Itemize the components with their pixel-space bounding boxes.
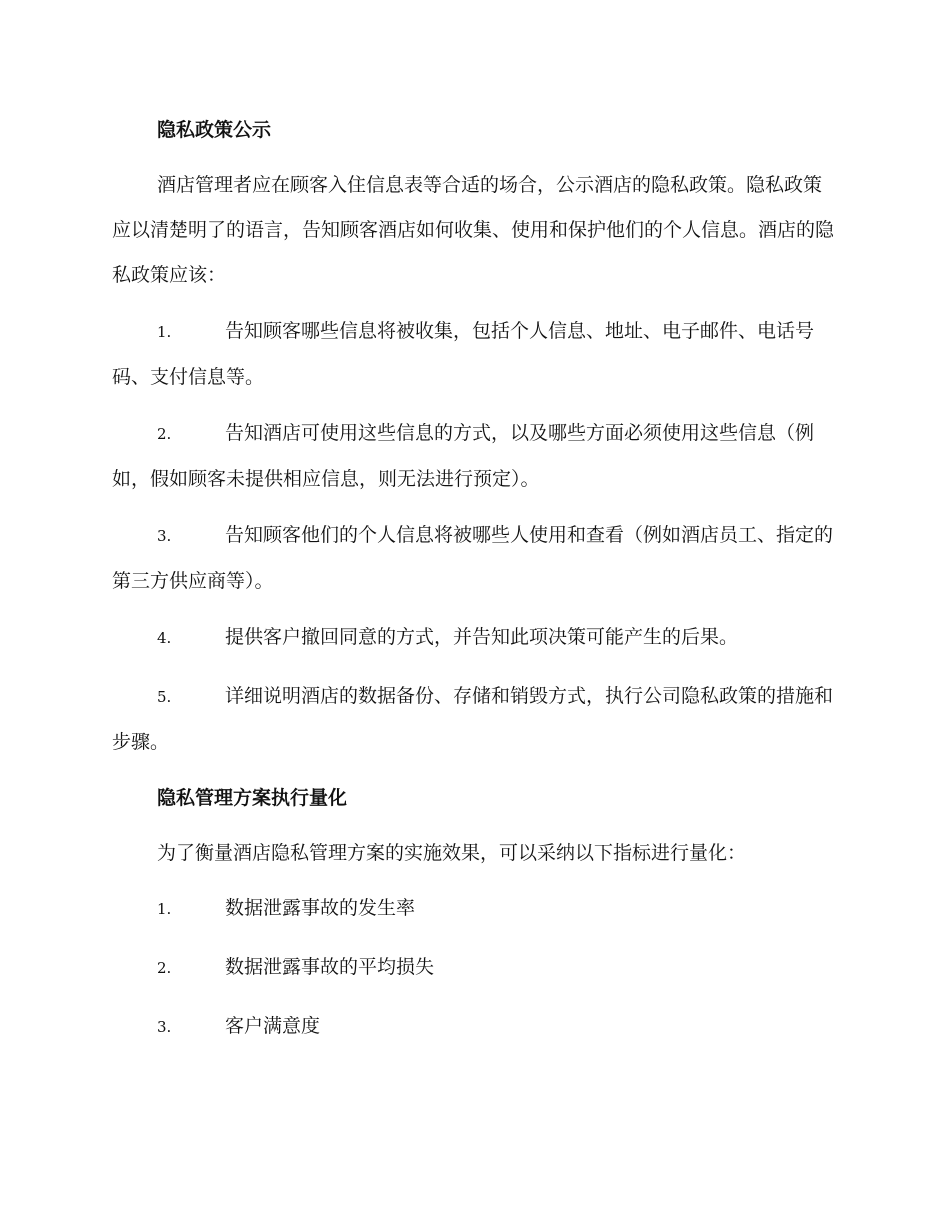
- list-item: [112, 886, 834, 932]
- list-item: [112, 309, 834, 400]
- list-item-text: 告知顾客哪些信息将被收集，包括个人信息、地址、电子邮件、电话号码、支付信息等。: [112, 320, 815, 388]
- list-item-number: 3.: [157, 1018, 172, 1036]
- list-item-number: 2.: [157, 425, 172, 443]
- section-heading: 隐私管理方案执行量化: [157, 787, 348, 809]
- list-item-text: 告知顾客他们的个人信息将被哪些人使用和查看（例如酒店员工、指定的第三方供应商等）。: [112, 524, 834, 592]
- list-item-text: 详细说明酒店的数据备份、存储和销毁方式，执行公司隐私政策的措施和步骤。: [112, 685, 834, 753]
- section-heading: 隐私政策公示: [157, 119, 272, 141]
- list-item-number: 5.: [157, 688, 172, 706]
- list-item-text: 提供客户撤回同意的方式，并告知此项决策可能产生的后果。: [225, 626, 739, 648]
- list-item-text: 数据泄露事故的平均损失: [225, 956, 435, 978]
- list-item-number: 4.: [157, 629, 172, 647]
- list-item-text: 数据泄露事故的发生率: [225, 897, 416, 919]
- list-item-text: 客户满意度: [225, 1015, 321, 1037]
- section-paragraph: 为了衡量酒店隐私管理方案的实施效果，可以采纳以下指标进行量化：: [157, 842, 747, 864]
- list-item: [112, 615, 834, 661]
- list-item: [112, 1004, 834, 1050]
- document-content: [112, 108, 834, 1063]
- list-item-number: 3.: [157, 527, 172, 545]
- list-item: [112, 674, 834, 765]
- list-item: [112, 945, 834, 991]
- list-item-number: 2.: [157, 959, 172, 977]
- section-paragraph: 酒店管理者应在顾客入住信息表等合适的场合，公示酒店的隐私政策。隐私政策应以清楚明了的语言，告知顾客酒店如何收集、使用和保护他们的个人信息。酒店的隐私政策应该：: [112, 174, 835, 286]
- list-item-text: 告知酒店可使用这些信息的方式，以及哪些方面必须使用这些信息（例如，假如顾客未提供相应信息，则无法进行预定）。: [112, 422, 815, 490]
- list-item-number: 1.: [157, 900, 172, 918]
- list-item: [112, 513, 834, 604]
- list-item-number: 1.: [157, 323, 172, 341]
- list-item: [112, 411, 834, 502]
